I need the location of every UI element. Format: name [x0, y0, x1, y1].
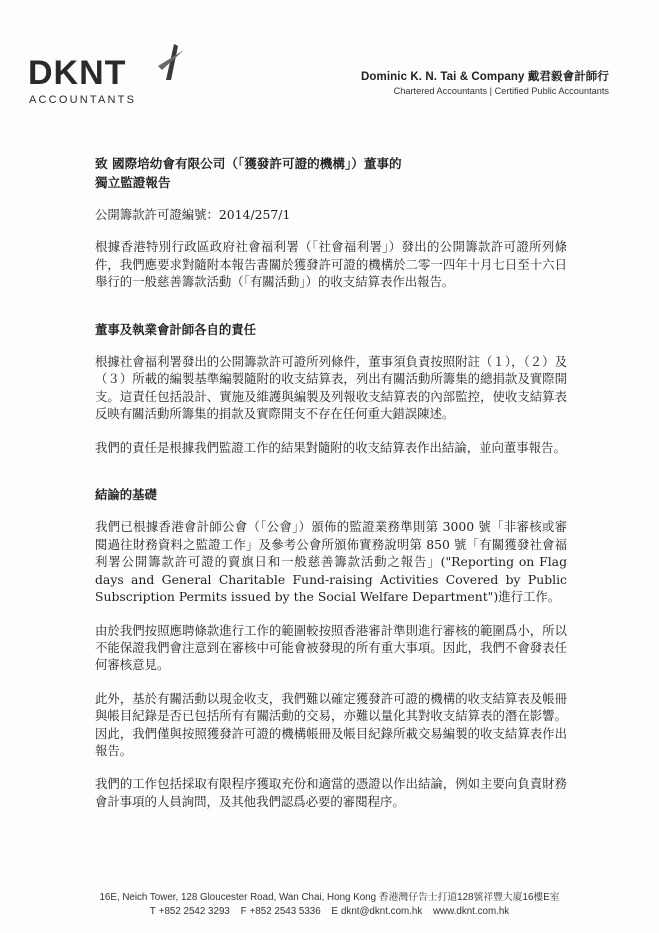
telephone-number: +852 2542 3293 — [158, 906, 230, 917]
section-heading-responsibilities: 董事及執業會計師各自的責任 — [95, 321, 257, 337]
page-footer — [30, 891, 629, 919]
basis-paragraph-2: 由於我們按照應聘條款進行工作的範圍較按照香港審計準則進行審核的範圍爲小，所以不能保證我們會注意到在審核中可能會被發現的所有重大事項。因此，我們不會發表任何審核意見。 — [95, 622, 567, 673]
firm-subtitle: Chartered Accountants | Certified Public Accountants — [393, 86, 609, 96]
responsibilities-paragraph-1: 根據社會福利署發出的公開籌款許可證所列條件，董事須負責按照附註（１），（２）及（３）所載的編製基準編製隨附的收支結算表，列出有關活動所籌集的總捐款及實際開支。這責任包括設計、實施及維護與編製及列報收支結算表的內部監控，使收支結算表反映有關活動所籌集的捐款及實際開支不存在任何重大錯誤陳述。 — [95, 354, 567, 422]
report-title-line2: 獨立監證報告 — [95, 175, 171, 190]
company-logo — [28, 44, 168, 114]
intro-paragraph: 根據香港特別行政區政府社會福利署（「社會福利署」）發出的公開籌款許可證所列條件，我們應要求對隨附本報告書關於獲發許可證的機構於二零一四年十月七日至十六日舉行的一般慈善籌款活動（「有關活動」）的收支結算表作出報告。 — [95, 239, 567, 290]
email-link[interactable]: dknt@dknt.com.hk — [340, 906, 423, 917]
firm-header — [361, 68, 609, 96]
section-heading-basis: 結論的基礎 — [95, 487, 157, 503]
firm-name: Dominic K. N. Tai & Company 戴君毅會計師行 — [361, 71, 609, 83]
logo-name: DKNT — [28, 54, 127, 92]
basis-paragraph-4: 我們的工作包括採取有限程序獲取充份和適當的憑證以作出結論，例如主要向負責財務會計事項的人員詢問，及其他我們認爲必要的審閱程序。 — [95, 776, 567, 809]
basis-paragraph-1: 我們已根據香港會計師公會（「公會」）頒佈的監證業務準則第 3000 號「非審核或審閱過往財務資料之監證工作」及參考公會所頒佈實務說明第 850 號「有關獲發社會福利署公開籌款許可證的賣旗日和一般慈善籌款活動之報告」("Reporting on Flag days and General Charitable Fund-raising Activities Covered by Public Subscription Permits issued by the Social Welfare Department")進行工作。 — [95, 519, 567, 605]
basis-paragraph-3: 此外，基於有關活動以現金收支，我們難以確定獲發許可證的機構的收支結算表及帳冊與帳目紀錄是否已包括所有有關活動的交易，亦難以量化其對收支結算表的潛在影響。因此，我們僅與按照獲發許可證的機構帳冊及帳目紀錄所載交易編製的收支結算表作出報告。 — [95, 690, 567, 758]
logo-arrow-icon — [144, 44, 186, 80]
report-title — [95, 154, 567, 192]
footer-contacts — [30, 905, 629, 919]
footer-address: 16E, Neich Tower, 128 Gloucester Road, Wan Chai, Hong Kong 香港灣仔告士打道128號祥豐大廈16樓E室 — [99, 892, 560, 903]
website-link[interactable]: www.dknt.com.hk — [432, 906, 510, 917]
license-number: 公開籌款許可證編號：2014/257/1 — [95, 207, 291, 222]
fax-number: +852 2543 5336 — [249, 906, 321, 917]
responsibilities-paragraph-2: 我們的責任是根據我們監證工作的結果對隨附的收支結算表作出結論，並向董事報告。 — [95, 439, 566, 455]
logo-subtitle: ACCOUNTANTS — [29, 94, 137, 106]
report-title-line1: 致 國際培幼會有限公司（「獲發許可證的機構」）董事的 — [95, 156, 402, 171]
report-body — [95, 154, 567, 810]
telephone-label: T — [149, 906, 156, 917]
email-label: E — [331, 906, 338, 917]
fax-label: F — [240, 906, 247, 917]
